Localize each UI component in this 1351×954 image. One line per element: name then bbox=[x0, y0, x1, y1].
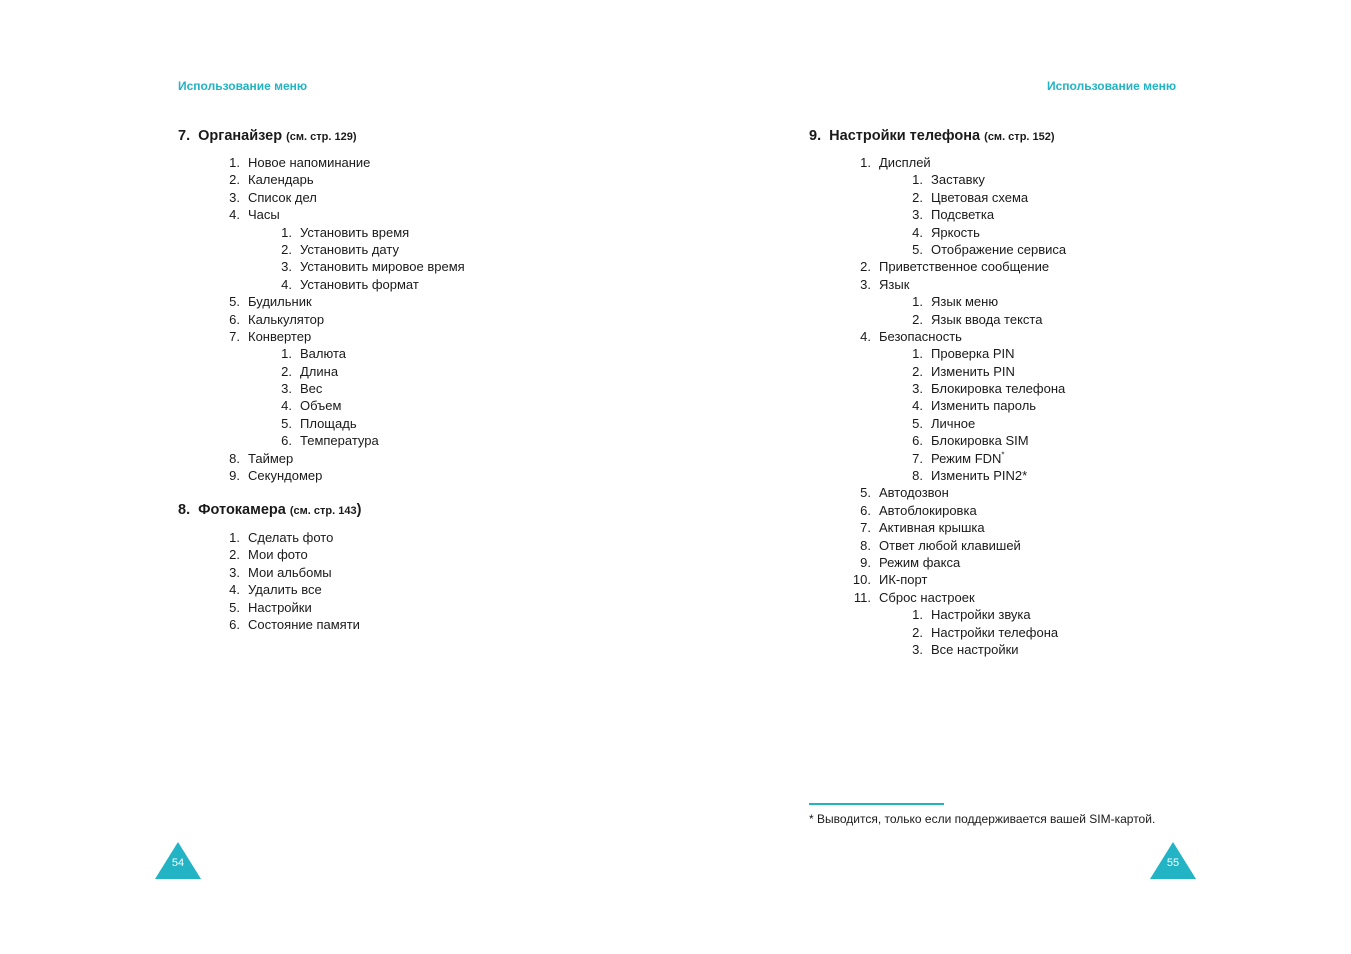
item-number: 1. bbox=[912, 346, 923, 362]
item-number: 4. bbox=[229, 582, 240, 598]
item-number: 1. bbox=[912, 607, 923, 623]
item-number: 5. bbox=[229, 599, 240, 615]
item-text: Язык меню bbox=[931, 294, 999, 310]
item-number: 6. bbox=[281, 433, 292, 449]
item-label bbox=[879, 502, 977, 519]
item-label bbox=[879, 589, 975, 606]
item-text: Объем bbox=[300, 398, 342, 414]
item-text: Заставку bbox=[931, 172, 985, 188]
item-text: Подсветка bbox=[931, 207, 995, 223]
item-text: Мои альбомы bbox=[248, 564, 332, 580]
item-number: 4. bbox=[912, 398, 923, 414]
item-number: 2. bbox=[281, 363, 292, 379]
item-number: 4. bbox=[281, 276, 292, 292]
item-label bbox=[931, 641, 1019, 658]
item-label bbox=[248, 450, 293, 467]
item-label bbox=[248, 328, 311, 345]
item-number: 2. bbox=[912, 189, 923, 205]
item-text: Будильник bbox=[248, 294, 312, 310]
page-reference: (см. стр. 143 bbox=[289, 505, 357, 517]
item-number: 3. bbox=[229, 564, 240, 580]
item-number: 8. bbox=[860, 537, 871, 553]
item-label bbox=[879, 154, 931, 171]
footnote-rule bbox=[809, 803, 944, 805]
item-number: 2. bbox=[912, 311, 923, 327]
item-number: 5. bbox=[912, 241, 923, 257]
item-text: Секундомер bbox=[248, 468, 323, 484]
item-text: Календарь bbox=[248, 172, 314, 188]
item-label bbox=[879, 258, 1049, 275]
item-number: 11. bbox=[853, 589, 871, 605]
item-text: Настройки звука bbox=[931, 607, 1031, 623]
item-number: 7. bbox=[912, 450, 923, 466]
item-label bbox=[300, 432, 379, 449]
footnote-marker: * bbox=[1001, 450, 1005, 460]
item-label bbox=[248, 311, 324, 328]
item-number: 3. bbox=[281, 381, 292, 397]
item-text: Вес bbox=[300, 381, 323, 397]
item-label bbox=[300, 397, 341, 414]
item-number: 1. bbox=[912, 294, 923, 310]
item-label bbox=[931, 624, 1058, 641]
item-text: Установить дату bbox=[300, 241, 399, 257]
item-text: Изменить пароль bbox=[931, 398, 1037, 414]
item-text: Таймер bbox=[248, 450, 294, 466]
item-label bbox=[931, 189, 1028, 206]
item-number: 4. bbox=[229, 207, 240, 223]
item-label bbox=[879, 484, 949, 501]
item-number: 2. bbox=[860, 259, 871, 275]
item-text: Длина bbox=[300, 363, 339, 379]
item-text: Конвертер bbox=[248, 328, 312, 344]
item-text: Удалить все bbox=[248, 582, 322, 598]
item-label bbox=[300, 380, 322, 397]
item-number: 5. bbox=[912, 415, 923, 431]
item-number: 3. bbox=[860, 276, 871, 292]
item-number: 8. bbox=[912, 468, 923, 484]
item-label bbox=[248, 171, 314, 188]
item-label bbox=[248, 293, 312, 310]
item-number: 4. bbox=[912, 224, 923, 240]
item-text: Личное bbox=[931, 415, 976, 431]
item-text: Приветственное сообщение bbox=[879, 259, 1050, 275]
item-number: 7. bbox=[860, 520, 871, 536]
section-number: 8. bbox=[178, 502, 191, 518]
item-label bbox=[248, 581, 322, 598]
item-text: Блокировка телефона bbox=[931, 381, 1066, 397]
item-label bbox=[931, 450, 1005, 467]
item-text: Список дел bbox=[248, 189, 317, 205]
item-label bbox=[879, 571, 927, 588]
item-label bbox=[931, 171, 985, 188]
item-label bbox=[248, 189, 317, 206]
item-number: 6. bbox=[229, 311, 240, 327]
page-number-tab-right bbox=[1150, 842, 1196, 879]
item-text: Проверка PIN bbox=[931, 346, 1015, 362]
item-number: 10. bbox=[852, 572, 871, 588]
section-number: 7. bbox=[178, 128, 191, 144]
item-number: 7. bbox=[229, 328, 240, 344]
item-label bbox=[931, 432, 1029, 449]
item-label bbox=[931, 206, 994, 223]
item-number: 4. bbox=[860, 328, 871, 344]
item-text: Режим факса bbox=[879, 554, 961, 570]
item-label bbox=[931, 380, 1065, 397]
item-label bbox=[879, 519, 985, 536]
item-number: 1. bbox=[281, 346, 292, 362]
item-label bbox=[300, 363, 338, 380]
item-label bbox=[300, 241, 399, 258]
item-text: Блокировка SIM bbox=[931, 433, 1029, 449]
page-number-tab-left bbox=[155, 842, 201, 879]
item-text: Настройки bbox=[248, 599, 312, 615]
item-text: Установить время bbox=[300, 224, 410, 240]
item-number: 9. bbox=[860, 554, 871, 570]
item-number: 6. bbox=[860, 502, 871, 518]
closing-paren: ) bbox=[356, 502, 362, 518]
item-number: 5. bbox=[229, 294, 240, 310]
item-number: 6. bbox=[229, 616, 240, 632]
item-number: 1. bbox=[912, 172, 923, 188]
section-heading-camera bbox=[178, 502, 361, 518]
item-text: Цветовая схема bbox=[931, 189, 1029, 205]
item-text: Температура bbox=[300, 433, 379, 449]
item-text: Автоблокировка bbox=[879, 502, 977, 518]
item-label bbox=[931, 345, 1015, 362]
item-text: Мои фото bbox=[248, 547, 308, 563]
item-label bbox=[931, 311, 1042, 328]
item-text: Установить формат bbox=[300, 276, 419, 292]
section-title-text: Органайзер bbox=[198, 128, 283, 144]
item-label bbox=[931, 467, 1027, 484]
item-number: 1. bbox=[860, 155, 871, 170]
item-number: 2. bbox=[912, 363, 923, 379]
item-text: Отображение сервиса bbox=[931, 241, 1067, 257]
item-text: Новое напоминание bbox=[248, 155, 371, 170]
item-text: Дисплей bbox=[879, 155, 931, 170]
item-number: 8. bbox=[229, 450, 240, 466]
item-label bbox=[931, 293, 998, 310]
item-label bbox=[248, 564, 332, 581]
item-text: Сброс настроек bbox=[879, 589, 975, 605]
page-number: 54 bbox=[171, 857, 185, 869]
item-text: Валюта bbox=[300, 346, 346, 362]
item-number: 3. bbox=[912, 381, 923, 397]
item-label bbox=[879, 537, 1021, 554]
item-number: 1. bbox=[229, 530, 240, 545]
page-reference: (см. стр. 152) bbox=[984, 131, 1055, 143]
item-number: 2. bbox=[229, 547, 240, 563]
item-text: Калькулятор bbox=[248, 311, 325, 327]
item-number: 3. bbox=[281, 259, 292, 275]
item-label bbox=[931, 363, 1015, 380]
item-label bbox=[248, 467, 322, 484]
item-text: Настройки телефона bbox=[931, 624, 1059, 640]
item-text: Изменить PIN2* bbox=[931, 468, 1028, 484]
item-label bbox=[931, 241, 1066, 258]
item-label bbox=[931, 606, 1031, 623]
item-text: Изменить PIN bbox=[931, 363, 1015, 379]
item-label bbox=[248, 529, 333, 546]
item-label bbox=[248, 206, 280, 223]
item-number: 1. bbox=[229, 155, 240, 170]
item-label bbox=[931, 415, 975, 432]
item-text: Яркость bbox=[931, 224, 980, 240]
item-text: Ответ любой клавишей bbox=[879, 537, 1021, 553]
item-label bbox=[248, 616, 360, 633]
item-text: Часы bbox=[248, 207, 280, 223]
item-text: Язык bbox=[879, 276, 910, 292]
item-label bbox=[300, 345, 346, 362]
section-heading-organizer bbox=[178, 128, 357, 144]
section-heading-phone-settings bbox=[809, 128, 1055, 144]
item-number: 2. bbox=[281, 241, 292, 257]
item-label bbox=[248, 599, 312, 616]
item-number: 4. bbox=[281, 398, 292, 414]
section-number: 9. bbox=[809, 128, 822, 144]
item-label bbox=[931, 224, 980, 241]
item-label bbox=[300, 258, 465, 275]
item-text: ИК-порт bbox=[879, 572, 928, 588]
item-number: 2. bbox=[229, 172, 240, 188]
item-text: Безопасность bbox=[879, 328, 962, 344]
item-label bbox=[248, 154, 370, 171]
item-number: 3. bbox=[912, 207, 923, 223]
item-label bbox=[300, 224, 409, 241]
item-text: Активная крышка bbox=[879, 520, 985, 536]
footnote: * Выводится, только если поддерживается вашей SIM-картой. bbox=[809, 812, 1156, 826]
item-label bbox=[879, 328, 962, 345]
item-text: Автодозвон bbox=[879, 485, 949, 501]
item-label bbox=[931, 397, 1036, 414]
item-number: 2. bbox=[912, 624, 923, 640]
item-text: Язык ввода текста bbox=[931, 311, 1043, 327]
item-text: Установить мировое время bbox=[300, 259, 465, 275]
section-title-text: Настройки телефона bbox=[829, 128, 981, 144]
section-title-text: Фотокамера bbox=[198, 502, 286, 518]
item-text: Состояние памяти bbox=[248, 616, 360, 632]
item-label bbox=[248, 546, 308, 563]
item-text: Площадь bbox=[300, 415, 357, 431]
item-text: Сделать фото bbox=[248, 530, 334, 545]
page-reference: (см. стр. 129) bbox=[286, 131, 357, 143]
item-text: Режим FDN bbox=[931, 450, 1002, 466]
item-number: 5. bbox=[281, 415, 292, 431]
item-number: 3. bbox=[912, 641, 923, 657]
item-text: Все настройки bbox=[931, 641, 1019, 657]
page-number: 55 bbox=[1166, 857, 1180, 869]
running-head-left: Использование меню bbox=[178, 79, 308, 93]
item-label bbox=[879, 276, 909, 293]
item-label bbox=[300, 415, 357, 432]
item-label bbox=[300, 276, 419, 293]
item-number: 6. bbox=[912, 433, 923, 449]
item-number: 9. bbox=[229, 468, 240, 484]
item-number: 1. bbox=[281, 224, 292, 240]
item-number: 5. bbox=[860, 485, 871, 501]
item-number: 3. bbox=[229, 189, 240, 205]
item-label bbox=[879, 554, 960, 571]
running-head-right: Использование меню bbox=[1047, 79, 1177, 93]
